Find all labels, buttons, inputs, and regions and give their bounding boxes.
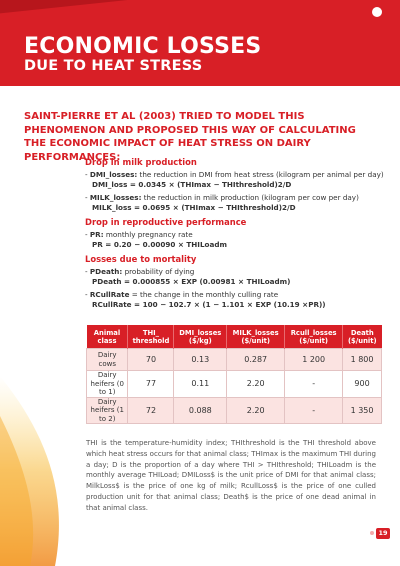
header-thi-threshold: THI_ threshold	[128, 325, 174, 349]
intro-paragraph: SAINT-PIERRE ET AL (2003) TRIED TO MODEL THIS PHENOMENON AND PROPOSED THIS WAY OF CALCULATING THE ECONOMIC IMPACT OF HEAT STRESS ON DAIRY PERFORMANCES:	[24, 111, 356, 163]
cell-dmi-losses: 0.11	[174, 371, 227, 398]
page-subtitle: DUE TO HEAT STRESS	[24, 58, 203, 74]
page-title: ECONOMIC LOSSES	[24, 34, 262, 59]
cell-milk-losses: 2.20	[227, 397, 285, 424]
rcull-description: = the change in the monthly culling rate	[129, 290, 279, 299]
header-death: Death ($/unit)	[343, 325, 382, 349]
cell-dmi-losses: 0.13	[174, 349, 227, 371]
cell-animal-class: Dairy heifers (0 to 1)	[87, 371, 128, 398]
cell-thi-threshold: 77	[128, 371, 174, 398]
pr-formula: PR = 0.20 − 0.00090 × THILoadm	[92, 240, 227, 249]
losses-table	[86, 325, 382, 424]
cell-thi-threshold: 72	[128, 397, 174, 424]
pdeath-description: probability of dying	[122, 267, 195, 276]
cell-animal-class: Dairy heifers (1 to 2)	[87, 397, 128, 424]
milk-item: - MILK_losses: the reduction in milk production (kilogram per cow per day) MILK_loss = 0.0695 × (THImax − THIthreshold)2/D	[85, 193, 385, 213]
rcull-formula: RCullRate = 100 − 102.7 × (1 − 1.101 × EXP (10.19 ×PR))	[92, 300, 326, 309]
page-number: 19	[376, 528, 390, 539]
section-title-reproduction: Drop in reproductive performance	[85, 217, 247, 227]
header-dmi-losses: DMI_losses ($/kg)	[174, 325, 227, 349]
dmi-description: the reduction in DMI from heat stress (kilogram per animal per day)	[137, 170, 384, 179]
table-row	[87, 349, 382, 371]
cell-rcull-losses: 1 200	[285, 349, 343, 371]
table-row	[87, 371, 382, 398]
cell-milk-losses: 0.287	[227, 349, 285, 371]
dmi-formula: DMI_loss = 0.0345 × (THImax − THIthreshold)2/D	[92, 180, 292, 189]
cell-thi-threshold: 70	[128, 349, 174, 371]
milk-description: the reduction in milk production (kilogram per cow per day)	[141, 193, 359, 202]
cell-rcull-losses: -	[285, 397, 343, 424]
decorative-wave	[0, 376, 120, 566]
milk-formula: MILK_loss = 0.0695 × (THImax − THIthreshold)2/D	[92, 203, 296, 212]
cell-milk-losses: 2.20	[227, 371, 285, 398]
dmi-term: DMI_losses:	[89, 170, 138, 179]
section-title-mortality: Losses due to mortality	[85, 254, 197, 264]
cell-death: 900	[343, 371, 382, 398]
page-indicator-dot	[370, 531, 374, 535]
cell-dmi-losses: 0.088	[174, 397, 227, 424]
pr-description: monthly pregnancy rate	[103, 230, 193, 239]
cell-death: 1 350	[343, 397, 382, 424]
sun-icon	[372, 7, 382, 17]
header-decoration	[0, 0, 180, 17]
cell-rcull-losses: -	[285, 371, 343, 398]
formulas-section	[85, 153, 385, 313]
rcull-item: - RCullRate = the change in the monthly culling rate RCullRate = 100 − 102.7 × (1 − 1.101 × EXP (10.19 ×PR))	[85, 290, 385, 310]
table-header-row	[87, 325, 382, 349]
brand-logo-icon	[364, 5, 390, 27]
table-row	[87, 397, 382, 424]
header-animal-class: Animal class	[87, 325, 128, 349]
pr-term: PR:	[89, 230, 104, 239]
cell-death: 1 800	[343, 349, 382, 371]
header-rcull-losses: Rcull_losses ($/unit)	[285, 325, 343, 349]
header-milk-losses: MILK_losses ($/unit)	[227, 325, 285, 349]
header-banner	[0, 0, 400, 86]
pdeath-term: PDeath:	[89, 267, 123, 276]
pdeath-formula: PDeath = 0.000855 × EXP (0.00981 × THILoadm)	[92, 277, 291, 286]
rcull-term: RCullRate	[89, 290, 130, 299]
section-title-milk: Drop in milk production	[85, 157, 197, 167]
dmi-item: - DMI_losses: the reduction in DMI from heat stress (kilogram per animal per day) DMI_loss = 0.0345 × (THImax − THIthreshold)2/D	[85, 170, 384, 189]
pr-item: - PR: monthly pregnancy rate PR = 0.20 − 0.00090 × THILoadm	[85, 230, 385, 250]
pdeath-item: - PDeath: probability of dying PDeath = 0.000855 × EXP (0.00981 × THILoadm)	[85, 267, 385, 287]
milk-term: MILK_losses:	[89, 193, 142, 202]
footnote-paragraph: THI is the temperature-humidity index; THIthreshold is the THI threshold above which heat stress occurs for that animal class; THImax is the maximum THI during a day; D is the proportion of a day where THI > THIthreshold; THILoadm is the monthly average THILoad; DMILoss$ is the unit price of DMI for that animal class; MilkLoss$ is the price of one kg of milk; RcullLoss$ is the price of one culled production unit for that animal class; Death$ is the price of one dead animal in that animal class.	[86, 439, 376, 512]
cell-animal-class: Dairy cows	[87, 349, 128, 371]
